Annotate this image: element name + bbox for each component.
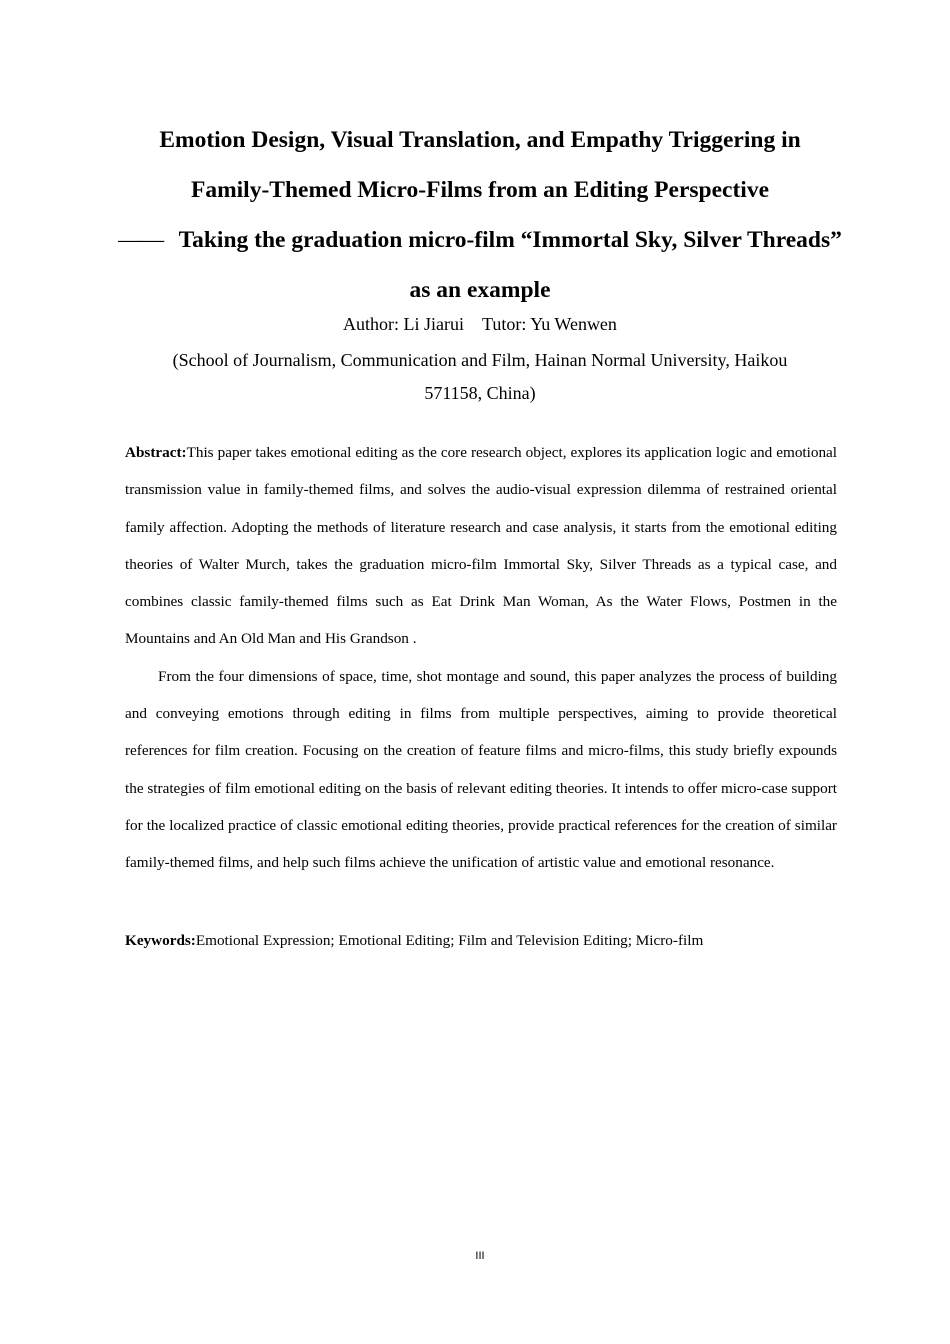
paper-title: [110, 115, 850, 315]
abstract-paragraph-2: From the four dimensions of space, time, shot montage and sound, this paper analyzes the process of building and conveying emotions through editing in films from multiple perspectives, aiming to provide theoretical references for film creation. Focusing on the creation of feature films and micro-films, this study briefly expounds the strategies of film emotional editing on the basis of relevant editing theories. It intends to offer micro-case support for the localized practice of classic emotional editing theories, provide practical references for the creation of similar family-themed films, and help such films achieve the unification of artistic value and emotional resonance.: [125, 667, 837, 872]
abstract-label: Abstract:: [125, 444, 187, 461]
subtitle-text: Taking the graduation micro-film “Immortal Sky, Silver Threads” as an example: [178, 227, 842, 303]
paper-subtitle: [110, 215, 850, 315]
page-number: III: [475, 1250, 485, 1262]
affiliation: (School of Journalism, Communication and Film, Hainan Normal University, Haikou 571158, China): [172, 350, 788, 403]
author-line: [110, 311, 850, 337]
author-name: Author: Li Jiarui: [343, 314, 465, 334]
abstract: [125, 434, 837, 882]
abstract-paragraph-1: [125, 434, 837, 658]
abstract-paragraph-1-text: This paper takes emotional editing as the core research object, explores its application logic and emotional transmission value in family-themed films, and solves the audio-visual expression dilemma of restrained oriental family affection. Adopting the methods of literature research and case analysis, it starts from the emotional editing theories of Walter Murch, takes the graduation micro-film Immortal Sky, Silver Threads as a typical case, and combines classic family-themed films such as Eat Drink Man Woman, As the Water Flows, Postmen in the Mountains and An Old Man and His Grandson .: [125, 444, 837, 648]
tutor-name: Tutor: Yu Wenwen: [482, 314, 617, 334]
subtitle-dash: ——: [118, 227, 164, 253]
keywords-label: Keywords:: [125, 932, 196, 949]
keywords-text: Emotional Expression; Emotional Editing; Film and Television Editing; Micro-film: [195, 932, 704, 949]
title-line-1: Emotion Design, Visual Translation, and Empathy Triggering in: [159, 127, 801, 153]
keywords: [125, 928, 837, 954]
title-line-2: Family-Themed Micro-Films from an Editing Perspective: [190, 177, 770, 203]
